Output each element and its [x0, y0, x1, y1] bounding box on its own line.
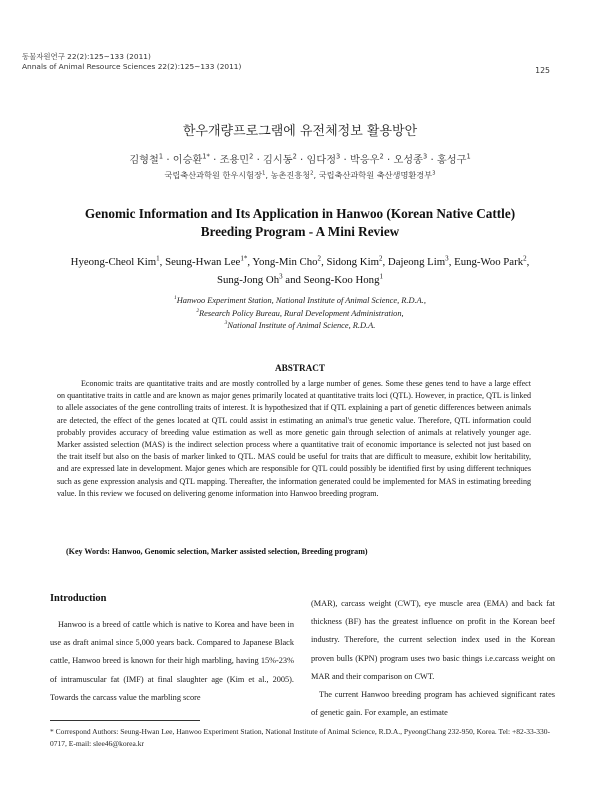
affiliation-text: Research Policy Bureau, Rural Development Administration,	[199, 308, 404, 318]
affiliation-line	[0, 295, 600, 308]
affiliation-mark: 2	[196, 307, 200, 314]
paper-title-line-2: Breeding Program - A Mini Review	[200, 224, 400, 239]
affiliation-text: Hanwoo Experiment Station, National Institute of Animal Science, R.D.A.,	[176, 296, 426, 305]
footnote-divider	[50, 720, 200, 721]
author-affiliation-mark: 1	[379, 272, 383, 281]
author-name: Sidong Kim	[326, 256, 379, 268]
korean-affiliation-name: 국립축산과학원 한우시험장	[164, 170, 262, 180]
author-affiliation-mark: 3	[445, 254, 449, 263]
korean-author-affiliation-mark: 3	[336, 152, 341, 161]
introduction-right-column	[311, 595, 555, 722]
author-affiliation-mark: 1*	[240, 254, 248, 263]
korean-author-affiliation-mark: 2	[379, 152, 384, 161]
korean-author-name: 조용민	[219, 155, 250, 166]
author-name: Dajeong Lim	[387, 256, 446, 268]
affiliation-line	[0, 308, 600, 321]
keywords: (Key Words: Hanwoo, Genomic selection, Marker assisted selection, Breeding program)	[66, 547, 368, 556]
author-affiliation-mark: 2	[317, 254, 322, 263]
korean-author-list: 김형철$^1$ · 이승환$^{1*}$ · 조용민$^2$ · 김시동$^2$ · 임다정$^3$ · 박응우$^2$ · 오성종$^3$ · 홍성구$^1$	[129, 152, 471, 166]
korean-author-name: 임다정	[306, 155, 337, 166]
affiliation-text: National Institute of Animal Science, R.D.A.	[227, 321, 376, 330]
author-name: Hyeong-Cheol Kim	[70, 256, 157, 268]
author-line-1: Hyeong-Cheol Kim$^1$, Seung-Hwan Lee$^{1*}$, Yong-Min Cho$^2$, Sidong Kim$^2$, Dajeong Lim$^3$, Eung-Woo Park$^2$,	[70, 254, 530, 268]
correspondence-footnote: * Correspond Authors: Seung-Hwan Lee, Hanwoo Experiment Station, National Institute of Animal Science, R.D.A., PyeongChang 232-950, Korea. Tel: +82-33-330-0717, E-mail: slee46@korea.kr	[50, 727, 550, 748]
korean-affiliation-name: 국립축산과학원 축산생명환경부	[318, 170, 433, 180]
korean-author-name: 김시동	[263, 155, 293, 166]
korean-affiliation-mark: 3	[432, 170, 436, 177]
korean-author-name: 박응우	[349, 155, 380, 166]
affiliation-mark: 1	[174, 295, 177, 302]
korean-author-name: 오성종	[393, 155, 423, 166]
affiliation-mark: 3	[224, 320, 228, 327]
author-affiliation-mark: 3	[279, 272, 283, 281]
introduction-left-column: Hanwoo is a breed of cattle which is native to Korea and have been in use as draft animal since 5,000 years back. Compared to Japanese Black cattle, Hanwoo breed is known for their high marbling, having 15%-23% of intramuscular fat (IMF) at final slaughter age (Kim et al., 2005). Towards the carcass value the marbling score	[50, 620, 294, 702]
abstract-body: Economic traits are quantitative traits and are mostly controlled by a large number of genes. Some these genes tend to have a large effect on quantitative traits in cattle and are known as major genes primarily located at quantitative traits loci (QTL). However, in practice, QTL is linked to allele associates of the gene controlling traits of interest. It is hypothesized that if QTL explaining a part of genetic differences between animals are detected, the effect of the genes located at QTL could assist in estimating an animal's true genetic value. Therefore, QTL information could probably provides accuracy of breeding value estimation as well as more genetic gain through selection of animals at relatively younger age. Marker assisted selection (MAS) is the indirect selection process where a quantitative trait of economic importance is selected not just based on the trait itself but also on the basis of marker linked to QTL. MAS could be useful for traits that are difficult to measure, exhibit low heritability, and are expressed late in development. Major genes which are responsible for QTL could possibly be identified first by using different techniques such as gene expression analysis and QTL mapping. Thereafter, the information generated could be implemented for MAS in estimating breeding value. In this review we focused on delivering genome information into Hanwoo breeding program.	[57, 379, 531, 498]
korean-author-name: 이승환	[172, 155, 203, 166]
author-name: Seung-Hwan Lee	[165, 256, 241, 268]
author-name: Eung-Woo Park	[454, 256, 524, 268]
korean-affiliation-mark: 1	[262, 170, 266, 177]
korean-author-affiliation-mark: 2	[292, 152, 297, 161]
author-name: Seong-Koo Hong	[303, 274, 380, 286]
author-line-2: Sung-Jong Oh$^3$ and Seong-Koo Hong$^1$	[217, 272, 383, 286]
korean-author-affiliation-mark: 1	[466, 152, 471, 161]
paper-title	[0, 205, 600, 241]
introduction-right-paragraph-1: (MAR), carcass weight (CWT), eye muscle area (EMA) and back fat thickness (BF) has the greatest influence on profit in the Korean beef industry. Therefore, the current selection index used in the Korean proven bulls (KPN) program uses two basic things i.e.carcass weight on MAR and their comparison on CWT.	[311, 599, 555, 681]
abstract-heading: ABSTRACT	[274, 363, 326, 373]
author-affiliation-mark: 1	[156, 254, 160, 263]
paper-title-line-1: Genomic Information and Its Application in Hanwoo (Korean Native Cattle)	[84, 206, 516, 221]
page-number: 125	[535, 66, 550, 75]
korean-author-affiliation-mark: 2	[249, 152, 254, 161]
korean-author-name: 김형철	[129, 155, 159, 166]
author-name: Sung-Jong Oh	[217, 274, 280, 286]
korean-title: 한우개량프로그램에 유전체정보 활용방안	[182, 124, 418, 139]
korean-author-affiliation-mark: 1*	[202, 152, 210, 161]
author-affiliation-mark: 2	[523, 254, 527, 263]
author-affiliation-mark: 2	[378, 254, 383, 263]
journal-citation-korean: 동물자원연구 22(2):125~133 (2011)	[22, 52, 151, 61]
introduction-heading: Introduction	[50, 593, 107, 604]
author-list	[0, 253, 600, 289]
korean-author-name: 홍성구	[436, 155, 467, 166]
korean-author-affiliation-mark: 1	[158, 152, 164, 161]
affiliation-list	[0, 295, 600, 333]
introduction-right-paragraph-2: The current Hanwoo breeding program has achieved significant rates of genetic gain. For example, an estimate	[311, 690, 555, 718]
korean-affiliation-list: 국립축산과학원 한우시험장$^1$, 농촌진흥청$^2$, 국립축산과학원 축산생명환경부$^3$	[164, 170, 436, 180]
korean-author-affiliation-mark: 3	[422, 152, 428, 161]
korean-affiliation-mark: 2	[310, 170, 314, 177]
author-name: Yong-Min Cho	[252, 256, 318, 268]
korean-affiliation-name: 농촌진흥청	[270, 170, 311, 180]
journal-citation-english: Annals of Animal Resource Sciences 22(2):125~133 (2011)	[22, 62, 242, 71]
affiliation-line	[0, 320, 600, 333]
